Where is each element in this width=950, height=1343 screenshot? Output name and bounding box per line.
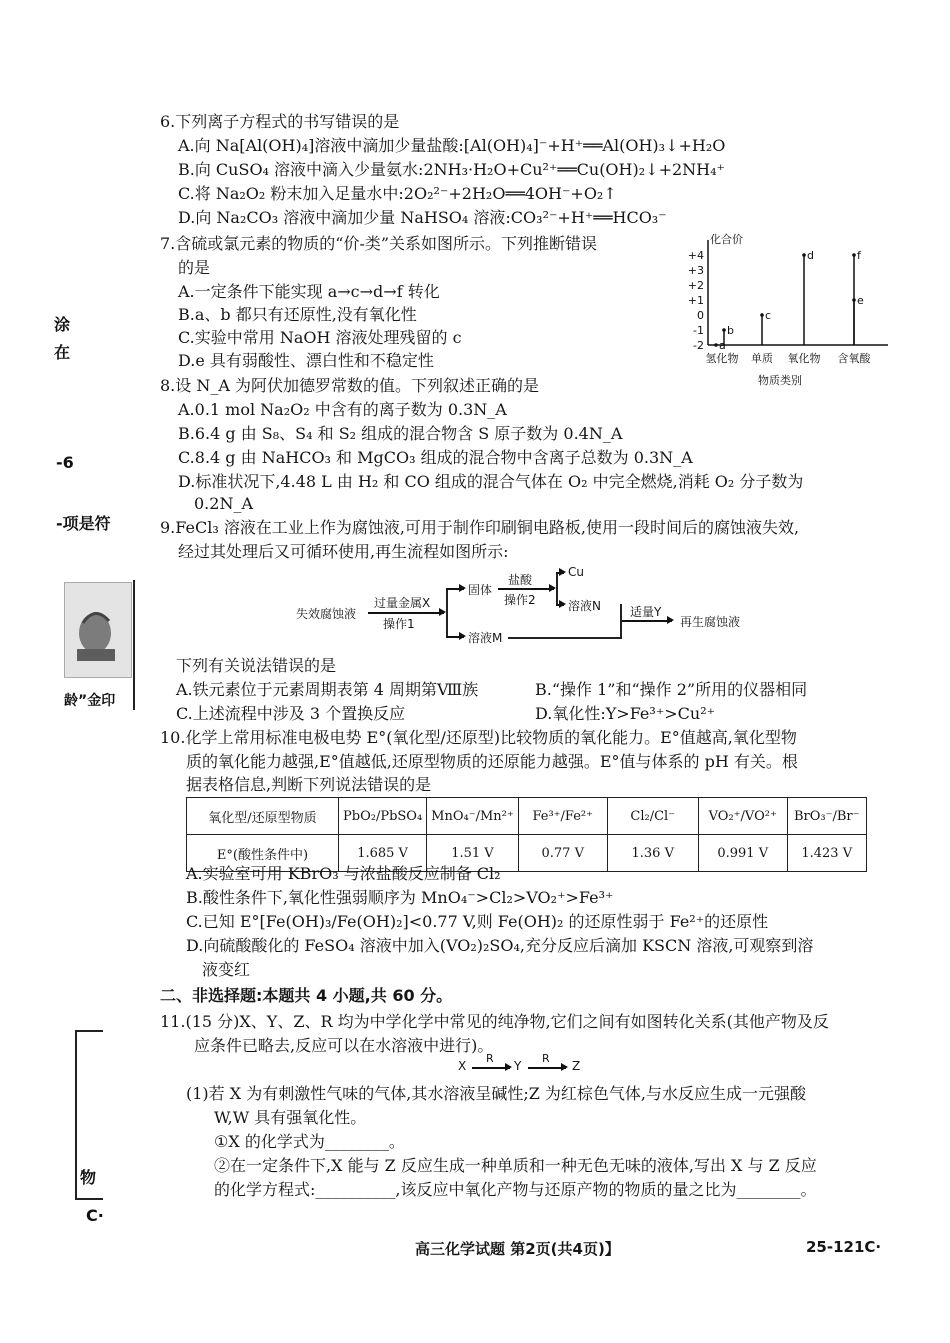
margin-fragment-7: C· — [86, 1206, 104, 1225]
flow-op1-name: 操作1 — [383, 617, 415, 631]
chart-category-label: 氧化物 — [787, 352, 821, 365]
q8-option-c: C.8.4 g 由 NaHCO₃ 和 MgCO₃ 组成的混合物中含离子总数为 0.3N_A — [178, 448, 693, 467]
chart-y-ticks — [688, 249, 704, 352]
margin-rule — [133, 580, 135, 710]
flow-solid: 固体 — [468, 583, 493, 597]
q10-option-c: C.已知 E°[Fe(OH)₃/Fe(OH)₂]<0.77 V,则 Fe(OH)₂ 的还原性弱于 Fe²⁺的还原性 — [186, 912, 769, 931]
flow-branch-2 — [556, 572, 558, 604]
q7-stem-line1: 7.含硫或氯元素的物质的“价-类”关系如图所示。下列推断错误 — [160, 234, 598, 253]
scheme-arrow-1 — [472, 1067, 510, 1069]
q9-option-b: B.“操作 1”和“操作 2”所用的仪器相同 — [535, 680, 808, 699]
q8-option-d-line2: 0.2N_A — [194, 494, 253, 513]
table-cell-value: 1.685 V — [339, 835, 427, 872]
q6-stem: 6.下列离子方程式的书写错误的是 — [160, 112, 400, 131]
q8-stem: 8.设 N_A 为阿伏加德罗常数的值。下列叙述正确的是 — [160, 376, 539, 395]
q11-subquestion-2-line2: 的化学方程式:__________,该反应中氧化产物与还原产物的物质的量之比为________。 — [214, 1180, 817, 1199]
margin-fragment-3: -6 — [56, 453, 74, 472]
potential-table — [186, 797, 867, 872]
flow-arrow-solution-n — [556, 604, 564, 606]
chart-point-label: d — [807, 249, 814, 262]
q11-subquestion-2-line1: ②在一定条件下,X 能与 Z 反应生成一种单质和一种无色无味的液体,写出 X 与 Z 反应 — [214, 1156, 817, 1175]
margin-bracket-top — [75, 1030, 103, 1032]
scheme-z: Z — [572, 1059, 581, 1073]
q7-stem-line2: 的是 — [178, 258, 211, 277]
chart-point-label: c — [765, 309, 772, 322]
q11-part1-line1: (1)若 X 为有刺激性气味的气体,其水溶液呈碱性;Z 为红棕色气体,与水反应生成一元强酸 — [186, 1084, 806, 1103]
q6-option-a: A.向 Na[Al(OH)₄]溶液中滴加少量盐酸:[Al(OH)₄]⁻+H⁺══Al(OH)₃↓+H₂O — [178, 136, 726, 155]
table-cell-pair: Cl₂/Cl⁻ — [607, 798, 698, 835]
chart-point-d — [802, 253, 806, 257]
margin-bracket-left — [75, 1030, 77, 1200]
q8-option-a: A.0.1 mol Na₂O₂ 中含有的离子数为 0.3N_A — [178, 400, 507, 419]
flow-op2-reagent: 盐酸 — [508, 573, 533, 587]
flow-solution-n: 溶液N — [568, 599, 601, 613]
chart-x-categories — [706, 351, 872, 365]
flow-branch-1 — [446, 588, 448, 636]
flow-arrow-op2 — [498, 588, 554, 590]
chart-point-label: a — [719, 339, 726, 352]
q9-option-c: C.上述流程中涉及 3 个置换反应 — [176, 704, 406, 723]
margin-bracket-bottom — [75, 1198, 103, 1200]
q7-option-a: A.一定条件下能实现 a→c→d→f 转化 — [178, 282, 440, 301]
flow-y: 适量Y — [630, 605, 662, 619]
flow-op2-name: 操作2 — [504, 593, 536, 607]
margin-fragment-6: 物 — [80, 1168, 97, 1187]
q7-option-c: C.实验中常用 NaOH 溶液处理残留的 c — [178, 328, 462, 347]
chart-point-c — [760, 313, 764, 317]
scheme-r2: R — [542, 1052, 550, 1065]
chart-point-b — [722, 328, 726, 332]
margin-fragment-2: 在 — [54, 343, 71, 362]
margin-fragment-5: 龄”金印 — [64, 693, 116, 709]
table-cell-value: 1.423 V — [787, 835, 866, 872]
q10-option-d-line1: D.向硫酸酸化的 FeSO₄ 溶液中加入(VO₂)₂SO₄,充分反应后滴加 KSCN 溶液,可观察到溶 — [186, 936, 814, 955]
flow-solution-m: 溶液M — [468, 631, 503, 645]
q6-option-d: D.向 Na₂CO₃ 溶液中滴加少量 NaHSO₄ 溶液:CO₃²⁻+H⁺══HCO₃⁻ — [178, 208, 667, 227]
q9-option-d: D.氧化性:Y>Fe³⁺>Cu²⁺ — [535, 704, 716, 723]
flow-arrow-y — [622, 620, 672, 622]
chart-category-label: 含氧酸 — [837, 352, 871, 365]
chart-point-label: f — [857, 249, 861, 262]
flow-arrow-cu — [556, 572, 564, 574]
table-cell-value: 0.991 V — [698, 835, 787, 872]
q6-option-b: B.向 CuSO₄ 溶液中滴入少量氨水:2NH₃·H₂O+Cu²⁺══Cu(OH)₂↓+2NH₄⁺ — [178, 160, 725, 179]
q7-option-d: D.e 具有弱酸性、漂白性和不稳定性 — [178, 351, 434, 370]
table-cell-value: 1.51 V — [427, 835, 519, 872]
q8-option-d-line1: D.标准状况下,4.48 L 由 H₂ 和 CO 组成的混合气体在 O₂ 中完全燃烧,消耗 O₂ 分子数为 — [178, 472, 804, 491]
q11-part1-line2: W,W 具有强氧化性。 — [214, 1108, 367, 1127]
q10-option-a: A.实验室可用 KBrO₃ 与浓盐酸反应制备 Cl₂ — [186, 864, 501, 883]
q10-stem-line1: 10.化学上常用标准电极电势 E°(氧化型/还原型)比较物质的氧化能力。E°值越高,氧化型物 — [160, 728, 797, 747]
table-cell-pair: PbO₂/PbSO₄ — [339, 798, 427, 835]
chart-y-tick-label: +3 — [687, 264, 704, 277]
flow-end: 再生腐蚀液 — [680, 615, 741, 629]
chart-points — [714, 249, 864, 352]
flow-connector-m — [508, 637, 622, 639]
section-two-heading: 二、非选择题:本题共 4 小题,共 60 分。 — [160, 986, 453, 1005]
flow-cu: Cu — [568, 565, 584, 579]
q8-option-b: B.6.4 g 由 S₈、S₄ 和 S₂ 组成的混合物含 S 原子数为 0.4N_A — [178, 424, 623, 443]
q9-stem-line2: 经过其处理后又可循环使用,再生流程如图所示: — [178, 542, 509, 561]
table-cell-value: 0.77 V — [518, 835, 607, 872]
table-cell-value: 1.36 V — [607, 835, 698, 872]
chart-point-label: e — [857, 294, 864, 307]
chart-category-label: 单质 — [751, 352, 773, 365]
q11-stem-line2: 应条件已略去,反应可以在水溶液中进行)。 — [194, 1036, 494, 1055]
q9-stem-line1: 9.FeCl₃ 溶液在工业上作为腐蚀液,可用于制作印刷铜电路板,使用一段时间后的腐蚀液失效, — [160, 518, 800, 537]
chart-point-label: b — [727, 324, 734, 337]
table-row-head: 氧化型/还原型物质 — [187, 798, 339, 835]
table-cell-pair: BrO₃⁻/Br⁻ — [787, 798, 866, 835]
q11-subquestion-1: ①X 的化学式为________。 — [214, 1132, 405, 1151]
flow-arrow-solid — [446, 588, 464, 590]
page-footer: 高三化学试题 第2页(共4页)】 — [415, 1240, 620, 1258]
flow-start: 失效腐蚀液 — [296, 607, 357, 621]
chart-y-tick-label: +4 — [687, 249, 704, 262]
chart-category-label: 氢化物 — [705, 352, 739, 365]
table-cell-pair: VO₂⁺/VO²⁺ — [698, 798, 787, 835]
chart-x-label: 物质类别 — [758, 374, 802, 387]
q6-option-c: C.将 Na₂O₂ 粉末加入足量水中:2O₂²⁻+2H₂O══4OH⁻+O₂↑ — [178, 184, 617, 203]
q10-option-b: B.酸性条件下,氧化性强弱顺序为 MnO₄⁻>Cl₂>VO₂⁺>Fe³⁺ — [186, 888, 614, 907]
margin-fragment-4: -项是符 — [56, 514, 111, 533]
seal-image — [64, 582, 132, 678]
q9-prompt: 下列有关说法错误的是 — [176, 656, 337, 675]
scheme-x: X — [458, 1059, 467, 1073]
q10-stem-line3: 据表格信息,判断下列说法错误的是 — [186, 775, 432, 794]
q11-stem-line1: 11.(15 分)X、Y、Z、R 均为中学化学中常见的纯净物,它们之间有如图转化关系(其他产物及反 — [160, 1012, 829, 1031]
paper-code: 25-121C· — [806, 1238, 882, 1256]
valence-class-chart — [680, 228, 895, 390]
margin-fragment-1: 涂 — [54, 315, 71, 334]
table-row-head: E°(酸性条件中) — [187, 835, 339, 872]
chart-point-f — [852, 253, 856, 257]
chart-point-a — [714, 343, 718, 347]
chart-y-tick-label: 0 — [697, 309, 704, 322]
scheme-y: Y — [514, 1059, 522, 1073]
chart-y-tick-label: -2 — [693, 339, 704, 352]
q10-stem-line2: 质的氧化能力越强,E°值越低,还原型物质的还原能力越强。E°值与体系的 pH 有关。根 — [186, 752, 798, 771]
chart-y-tick-label: -1 — [693, 324, 704, 337]
q7-option-b: B.a、b 都只有还原性,没有氧化性 — [178, 305, 417, 324]
q10-option-d-line2: 液变红 — [202, 960, 251, 979]
q9-option-a: A.铁元素位于元素周期表第 4 周期第Ⅷ族 — [176, 680, 479, 699]
chart-y-tick-label: +1 — [687, 294, 704, 307]
chart-y-tick-label: +2 — [687, 279, 704, 292]
flow-arrow-op1 — [368, 612, 444, 614]
table-row-pairs — [187, 798, 867, 835]
seal-picture — [65, 583, 131, 677]
table-cell-pair: MnO₄⁻/Mn²⁺ — [427, 798, 519, 835]
flow-op1-reagent: 过量金属X — [374, 596, 431, 610]
chart-y-label: 化合价 — [710, 233, 743, 246]
table-cell-pair: Fe³⁺/Fe²⁺ — [518, 798, 607, 835]
flow-arrow-solution-m — [446, 636, 464, 638]
scheme-r1: R — [486, 1052, 494, 1065]
scheme-arrow-2 — [528, 1067, 566, 1069]
